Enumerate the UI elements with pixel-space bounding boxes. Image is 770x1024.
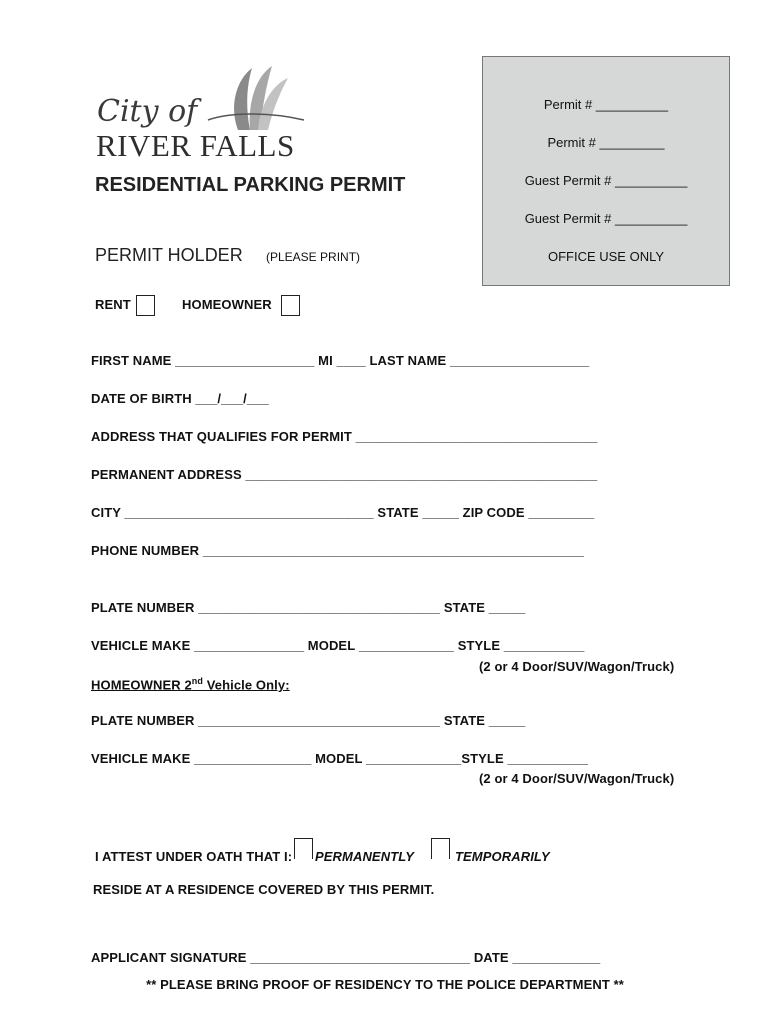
second-vehicle-label-pre: HOMEOWNER 2 [91,677,192,693]
reside-statement: RESIDE AT A RESIDENCE COVERED BY THIS PERMIT. [93,882,435,897]
vehicle1-make-model-style-field[interactable]: VEHICLE MAKE _______________ MODEL _____________ STYLE ___________ [91,638,585,653]
second-vehicle-label-sup: nd [191,676,203,686]
office-use-only-label: OFFICE USE ONLY [547,249,665,264]
city-state-zip-field[interactable]: CITY __________________________________ STATE _____ ZIP CODE _________ [91,505,595,520]
vehicle2-plate-field[interactable]: PLATE NUMBER _________________________________ STATE _____ [91,713,526,728]
office-use-box [482,56,730,286]
rent-label: RENT [95,297,131,312]
temporarily-checkbox[interactable] [431,838,450,859]
phone-number-field[interactable]: PHONE NUMBER ____________________________________________________ [91,543,584,558]
attest-lead: I ATTEST UNDER OATH THAT I: [95,849,293,864]
name-field-line[interactable]: FIRST NAME ___________________ MI ____ LAST NAME ___________________ [91,353,590,368]
form-title: RESIDENTIAL PARKING PERMIT [95,174,406,196]
vehicle1-plate-field[interactable]: PLATE NUMBER _________________________________ STATE _____ [91,600,526,615]
office-permit-2: Permit # _________ [547,135,665,150]
office-permit-1: Permit # __________ [543,97,669,112]
qualifying-address-field[interactable]: ADDRESS THAT QUALIFIES FOR PERMIT _________________________________ [91,429,598,444]
logo-city-of: City of [97,94,198,129]
date-of-birth-field[interactable]: DATE OF BIRTH ___/___/___ [91,391,269,406]
please-print-note: (PLEASE PRINT) [266,250,361,264]
vehicle2-make-model-style-field[interactable]: VEHICLE MAKE ________________ MODEL _____________STYLE ___________ [91,751,589,766]
homeowner-checkbox[interactable] [281,295,300,316]
vehicle2-style-hint: (2 or 4 Door/SUV/Wagon/Truck) [479,771,675,786]
second-vehicle-label-post: Vehicle Only: [202,677,290,693]
permanently-checkbox[interactable] [294,838,313,859]
office-guest-permit-2: Guest Permit # __________ [524,211,688,226]
vehicle1-style-hint: (2 or 4 Door/SUV/Wagon/Truck) [479,659,675,674]
permanently-label: PERMANENTLY [315,849,415,864]
permanent-address-field[interactable]: PERMANENT ADDRESS ________________________________________________ [91,467,598,482]
temporarily-label: TEMPORARILY [455,849,550,864]
office-guest-permit-1: Guest Permit # __________ [524,173,688,188]
permit-holder-heading: PERMIT HOLDER [95,245,243,265]
second-vehicle-label [91,676,290,692]
rent-checkbox[interactable] [136,295,155,316]
logo-river-falls: RIVER FALLS [96,128,295,163]
applicant-signature-field[interactable]: APPLICANT SIGNATURE ______________________________ DATE ____________ [91,950,601,965]
proof-of-residency-notice: ** PLEASE BRING PROOF OF RESIDENCY TO THE POLICE DEPARTMENT ** [146,977,624,992]
homeowner-label: HOMEOWNER [182,297,272,312]
river-falls-logo-mark [200,60,310,135]
